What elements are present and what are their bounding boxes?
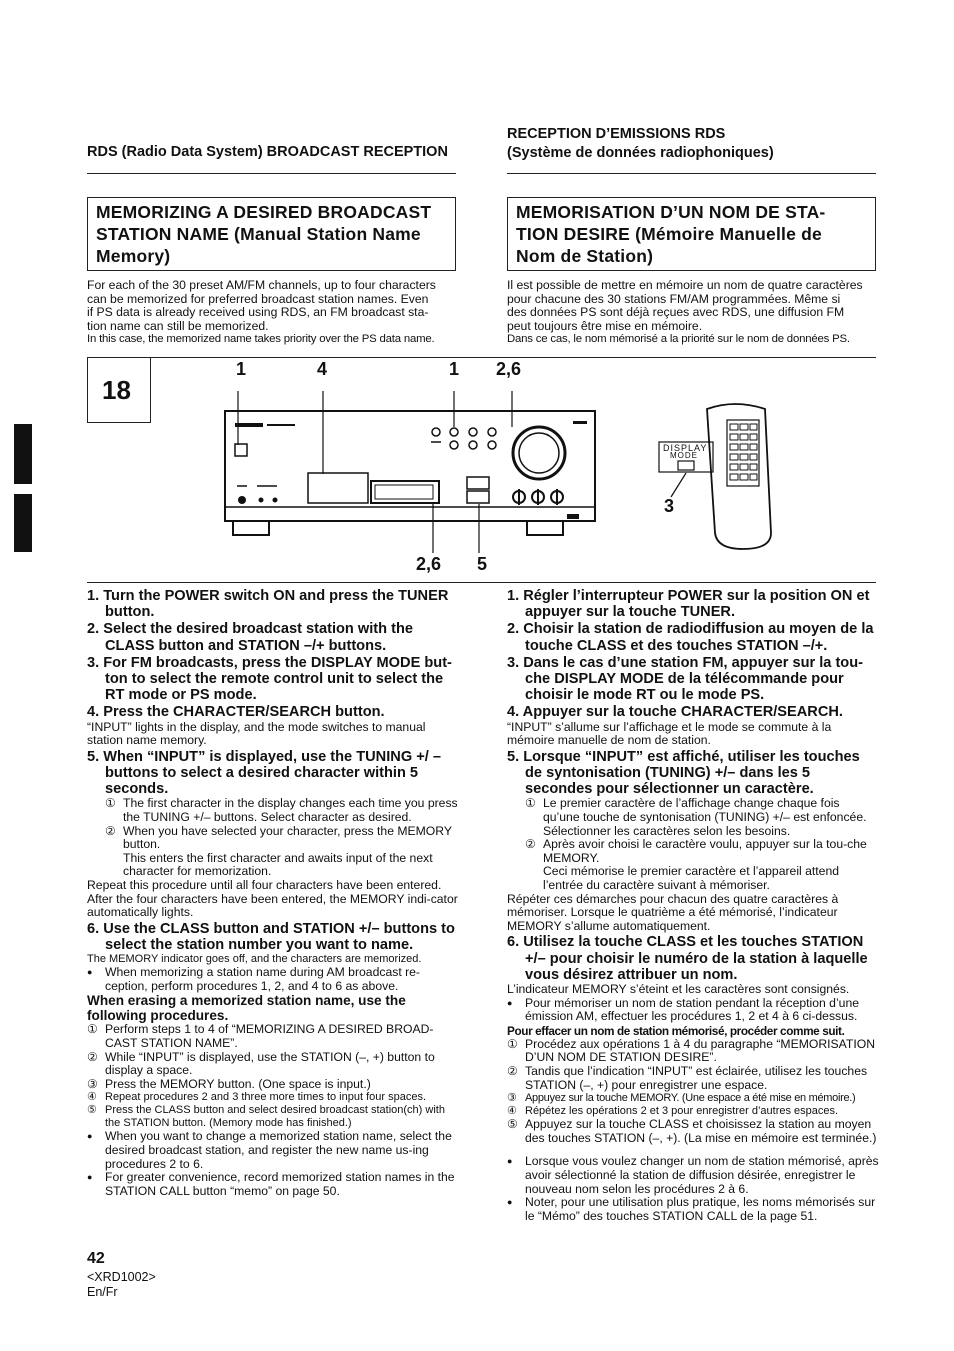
intro-fr-line: peut toujours être mise en mémoire. [507,318,703,333]
step-6-note-en: The MEMORY indicator goes off, and the characters are memorized. [87,953,422,966]
title-en-line2: STATION NAME (Manual Station Name [96,224,421,244]
intro-en-line: if PS data is already received using RDS, an FM broadcast sta- [87,305,429,320]
header-rule-right [507,173,876,174]
station-buttons [513,489,563,505]
step-5a-text: Le premier caractère de l’affichage change chaque fois qu’une touche de syntonisation (TUNING) +/– est enfoncée. Sélectionner les caractères selon les besoins. [543,796,867,838]
circled-number: ④ [507,1105,517,1118]
step-3-en: 3. For FM broadcasts, press the DISPLAY MODE but-ton to select the remote control unit to select the RT mode or PS mode. [87,654,452,704]
step-5b2-fr: Ceci mémorise le premier caractère et l’appareil attend l’entrée du caractère suivant à mémoriser. [543,864,840,892]
intro-en-line: tion name can still be memorized. [87,318,269,333]
intro-fr-line: Il est possible de mettre en mémoire un nom de quatre caractères [507,278,863,292]
erase-4-text: Répétez les opérations 2 et 3 pour enregistrer d’autres espaces. [525,1105,839,1118]
title-box-fr [507,197,876,271]
volume-knob [513,427,565,479]
step-6-bullet-en: ● When memorizing a station name during AM broadcast re-ception, perform procedures 1, 2, and 4 to 6 as above. [87,966,459,993]
circled-number: ② [105,823,116,838]
top-buttons [431,428,496,449]
step-2-en: 2. Select the desired broadcast station with the CLASS button and STATION –/+ buttons. [87,621,414,654]
title-fr-line2: TION DESIRE (Mémoire Manuelle de [516,224,822,244]
step-4-note-fr: “INPUT” s’allume sur l’affichage et le mode se commute à la mémoire manuelle de nom de station. [507,719,832,748]
receiver-illustration [87,357,876,581]
step-5a-fr [507,797,879,838]
circled-number: ② [87,1049,98,1064]
steps-column-en [87,587,459,1198]
title-en-line3: Memory) [96,246,171,266]
power-button [235,444,247,456]
display-window [371,481,439,503]
erase-3-text: Appuyez sur la touche MEMORY. (Une espace a été mise en mémoire.) [525,1092,856,1105]
erase-5-text: Press the CLASS button and select desired broadcast station(ch) with the STATION button. (Memory mode has finished.) [105,1104,445,1130]
erase-3-text: Press the MEMORY button. (One space is input.) [105,1076,371,1091]
circled-number: ① [105,796,116,811]
title-box-en [87,197,456,271]
circled-number: ① [507,1036,518,1051]
step-6-bullet-fr: ● Pour mémoriser un nom de station pendant la réception d’une émission AM, effectuer les procédures 1, 2 et 4 à 6 ci-dessus. [507,997,879,1024]
step-5-note-en: Repeat this procedure until all four characters have been entered. After the four characters have been entered, the MEMORY indi-cator automatically lights. [87,877,458,920]
step-1-en: 1. Turn the POWER switch ON and press the TUNER button. [87,588,449,621]
intro-en-line: For each of the 30 preset AM/FM channels, up to four characters [87,278,436,292]
intro-en [87,279,459,347]
step-3-fr: 3. Dans le cas d’une station FM, appuyer sur la tou-che DISPLAY MODE de la télécommande pour choisir le mode RT ou le mode PS. [507,654,864,704]
side-tab-upper [14,424,32,484]
bullet-2-en: ● For greater convenience, record memorized station names in the STATION CALL button “memo” on page 50. [87,1171,459,1198]
circled-number: ③ [507,1092,517,1105]
step-5-fr: 5. Lorsque “INPUT” est affiché, utiliser les touches de syntonisation (TUNING) +/– dans les 5 secondes pour sélectionner un caractère. [507,748,860,798]
erase-2-fr [507,1065,879,1092]
receiver-foot-left [233,521,269,535]
display-mode-label-line1: DISPLAY [663,443,708,453]
step-6-fr: 6. Utilisez la touche CLASS et les touches STATION +/– pour choisir le numéro de la station à laquelle vous désirez attribuer un nom. [507,934,868,983]
erase-1-fr [507,1038,879,1065]
bullet-2-fr: ● Noter, pour une utilisation plus pratique, les noms mémorisés sur le “Mémo” des touches STATION CALL de la page 51. [507,1196,879,1223]
side-tab-lower [14,494,32,552]
erase-5-fr [507,1118,879,1145]
step-4-note-en: “INPUT” lights in the display, and the mode switches to manual station name memory. [87,719,426,748]
step-4-en: 4. Press the CHARACTER/SEARCH button. [87,704,385,721]
step-5b-text: When you have selected your character, press the MEMORY button. [123,823,452,852]
title-fr-line1: MEMORISATION D’UN NOM DE STA- [516,202,826,222]
circled-number: ③ [87,1076,98,1091]
section-header-en: RDS (Radio Data System) BROADCAST RECEPTION [87,144,448,160]
intro-fr-line: Dans ce cas, le nom mémorisé a la priorité sur le nom de données PS. [507,333,850,346]
erase-3-fr [507,1092,879,1105]
circled-number: ⑤ [87,1104,97,1117]
figure-label-3: 3 [664,496,675,516]
page-number: 42 [87,1250,105,1267]
bullet-1-fr: ● Lorsque vous voulez changer un nom de station mémorisé, après avoir sélectionné la station de diffusion désirée, enregistrer le nouveau nom selon les procédures 2 à 6. [507,1155,879,1196]
erase-3-en [87,1078,459,1092]
step-6-en: 6. Use the CLASS button and STATION +/– buttons to select the station number you want to name. [87,920,455,953]
erase-4-text: Repeat procedures 2 and 3 three more times to input four spaces. [105,1091,427,1104]
circled-number: ① [525,796,536,811]
erase-2-text: Tandis que l’indication “INPUT” est éclairée, utilisez les touches STATION (–, +) pour enregistrer une espace. [525,1063,868,1092]
figure-label-2-6-bottom: 2,6 [416,554,442,574]
figure-label-1b: 1 [449,359,460,379]
figure-label-5: 5 [477,554,488,574]
intro-fr [507,279,879,347]
leader-lines [238,391,512,553]
circled-number: ② [525,837,536,852]
display-mode-label-line2: MODE [670,451,698,460]
title-en-line1: MEMORIZING A DESIRED BROADCAST [96,202,432,222]
section-header-fr-line1: RECEPTION D’EMISSIONS RDS [507,126,726,142]
erase-1-text: Perform steps 1 to 4 of “MEMORIZING A DESIRED BROAD-CAST STATION NAME”. [105,1022,434,1050]
document-code: <XRD1002> [87,1270,156,1284]
receiver-foot-right [527,521,563,535]
erase-2-text: While “INPUT” is displayed, use the STATION (–, +) button to display a space. [105,1049,435,1078]
erase-1-text: Procédez aux opérations 1 à 4 du paragraphe “MEMORISATION D’UN NOM DE STATION DESIRE”. [525,1036,875,1065]
title-fr-line3: Nom de Station) [516,246,654,266]
figure-number: 18 [102,375,131,405]
step-5b-text: Après avoir choisi le caractère voulu, appuyer sur la tou-che MEMORY. [543,837,867,865]
step-1-fr: 1. Régler l’interrupteur POWER sur la position ON et appuyer sur la touche TUNER. [507,588,870,621]
circled-number: ① [87,1022,98,1037]
step-4-fr: 4. Appuyer sur la touche CHARACTER/SEARCH. [507,704,843,721]
language-code: En/Fr [87,1285,118,1299]
intro-fr-line: des données PS sont déjà reçues avec RDS, une diffusion FM [507,305,845,320]
figure-label-4: 4 [317,359,328,379]
circled-number: ② [507,1063,518,1078]
erase-2-en [87,1051,459,1078]
step-6-note-fr: L’indicateur MEMORY s’éteint et les caractères sont consignés. [507,981,850,996]
remote-control [659,404,771,549]
bullet-1-en: ● When you want to change a memorized station name, select the desired broadcast station, and register the new name us-ing procedures 2 to 6. [87,1130,459,1171]
erase-5-en [87,1104,459,1130]
step-5b-fr [507,838,879,865]
steps-column-fr [507,587,879,1223]
circled-number: ④ [87,1091,97,1104]
step-5a-text: The first character in the display changes each time you press the TUNING +/– buttons. Select character as desired. [123,796,458,825]
step-5b-en [87,825,459,852]
erase-5-text: Appuyez sur la touche CLASS et choisissez la station au moyen des touches STATION (–, +). (La mise en mémoire est terminée.) [525,1117,877,1145]
step-5a-en [87,797,459,824]
step-5-note-fr: Répéter ces démarches pour chacun des quatre caractères à mémoriser. Lorsque le quatrième a été mémorisé, l’indicateur MEMORY s’allume automatiquement. [507,891,839,933]
erase-1-en [87,1023,459,1050]
figure-label-2-6-top: 2,6 [496,359,522,379]
step-5-en: 5. When “INPUT” is displayed, use the TUNING +/ – buttons to select a desired character within 5 seconds. [87,748,441,798]
circled-number: ⑤ [507,1117,518,1132]
step-2-fr: 2. Choisir la station de radiodiffusion au moyen de la touche CLASS et des touches STATION –/+. [507,621,874,654]
erase-4-en [87,1091,459,1104]
erase-heading-en: When erasing a memorized station name, use the following procedures. [87,993,406,1024]
intro-en-line: In this case, the memorized name takes priority over the PS data name. [87,333,435,346]
header-rule-left [87,173,456,174]
step-5b2-en: This enters the first character and awaits input of the next character for memorization. [123,850,433,879]
section-header-fr-line2: (Système de données radiophoniques) [507,145,774,161]
erase-heading-fr: Pour effacer un nom de station mémorisé, procéder comme suit. [507,1023,845,1038]
intro-en-line: can be memorized for preferred broadcast station names. Even [87,291,429,306]
figure-label-1: 1 [236,359,247,379]
intro-fr-line: pour chacune des 30 stations FM/AM programmées. Même si [507,291,841,306]
